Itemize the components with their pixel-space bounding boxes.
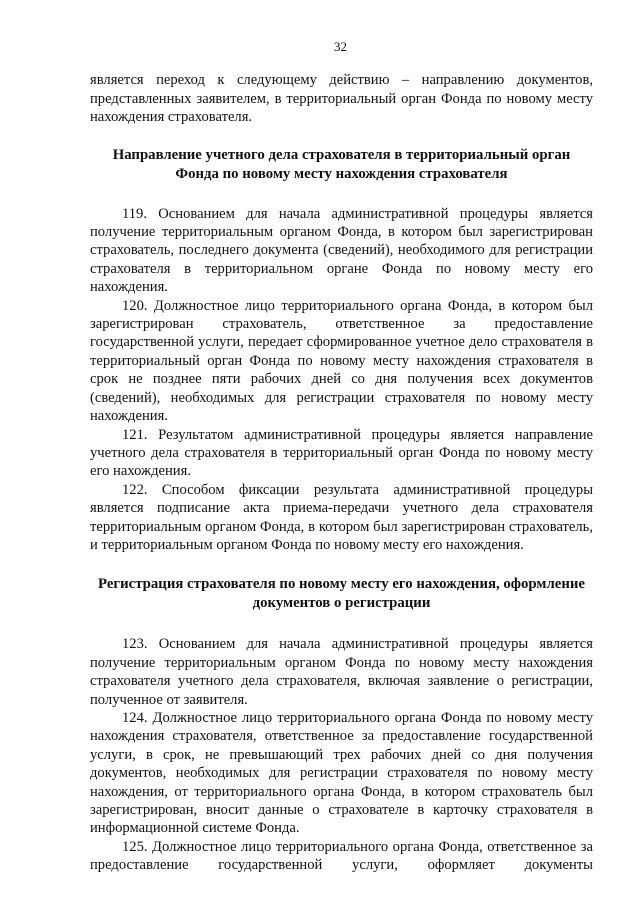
page-number: 32	[334, 39, 347, 54]
paragraph-124: 124. Должностное лицо территориального органа Фонда по новому месту нахождения страхователя, ответственное за предоставление государственной услуги, в срок, не превышающий трех рабочих дней со дня получения документов, необходимых для регистрации страхователя по новому месту нахождения, от территориального органа Фонда, в котором страхователь был зарегистрирован, вносит данные о страхователе в карточку страхователя в информационной системе Фонда.	[90, 709, 593, 837]
paragraph-continuation: является переход к следующему действию – направлению документов, представленных заявителем, в территориальный орган Фонда по новому месту нахождения страхователя.	[90, 72, 593, 126]
paragraph-123: 123. Основанием для начала административной процедуры является получение территориальным органом Фонда по новому месту нахождения страхователя учетного дела страхователя, включая заявление о регистрации, полученное от заявителя.	[90, 636, 593, 708]
paragraph-122: 122. Способом фиксации результата административной процедуры является подписание акта приема-передачи учетного дела страхователя территориальным органом Фонда, в котором был зарегистрирован страхователь, и территориальным органом Фонда по новому месту его нахождения.	[90, 481, 593, 553]
paragraph-125: 125. Должностное лицо территориального органа Фонда, ответственное за предоставление государственной услуги, оформляет документы	[90, 838, 593, 874]
section-heading-transfer: Направление учетного дела страхователя в территориальный орган Фонда по новому месту нахождения страхователя	[112, 146, 571, 182]
paragraph-120: 120. Должностное лицо территориального органа Фонда, в котором был зарегистрирован страхователь, ответственное за предоставление государственной услуги, передает сформированное учетное дело страхователя в территориальный орган Фонда по новому месту нахождения страхователя в срок не позднее пяти рабочих дней со дня получения всех документов (сведений), необходимых для регистрации страхователя по новому месту нахождения.	[90, 297, 593, 425]
paragraph-119: 119. Основанием для начала административной процедуры является получение территориальным органом Фонда, в котором был зарегистрирован страхователь, последнего документа (сведений), необходимого для регистрации страхователя в территориальном органе Фонда по новому месту его нахождения.	[90, 205, 593, 296]
section-heading-registration: Регистрация страхователя по новому месту его нахождения, оформление документов о регистрации	[98, 576, 585, 612]
paragraph-121: 121. Результатом административной процедуры является направление учетного дела страхователя в территориальный орган Фонда по новому месту его нахождения.	[90, 426, 593, 480]
